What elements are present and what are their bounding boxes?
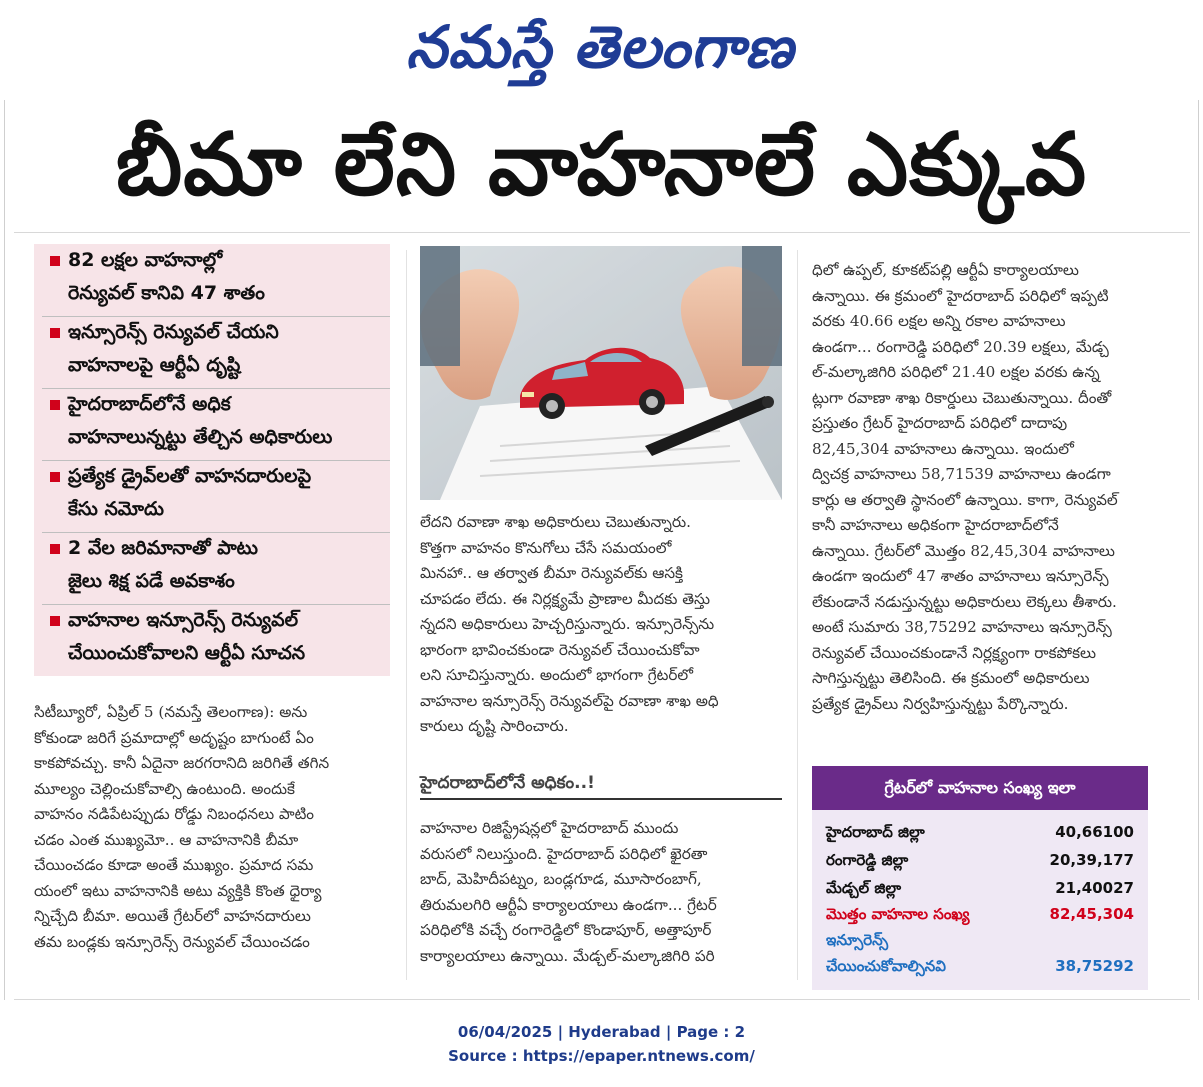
row-value: 82,45,304 bbox=[1049, 905, 1134, 923]
text-line: ఉండగా ఇందులో 47 శాతం వాహనాలు ఇన్సూరెన్స్ bbox=[812, 567, 1109, 585]
text-line: 82,45,304 వాహనాలు ఉన్నాయి. ఇందులో bbox=[812, 439, 1074, 458]
row-label: హైదరాబాద్ జిల్లా bbox=[826, 823, 925, 841]
text-line: యంలో ఇటు వాహనానికి అటు వ్యక్తికి కొంత ధైర్యా bbox=[34, 881, 322, 900]
text-line: ల్-మల్కాజిగిరి పరిధిలో 21.40 లక్షల వరకు ఉన్న bbox=[812, 363, 1100, 381]
highlight-line: జైలు శిక్ష పడే అవకాశం bbox=[68, 570, 235, 592]
subheading: హైదరాబాద్‌లోనే అధికం..! bbox=[420, 768, 782, 800]
text-line: చడం ఎంత ముఖ్యమో.. ఆ వాహనానికి బీమా bbox=[34, 830, 299, 849]
text-line: ఉన్నాయి. గ్రేటర్‌లో మొత్తం 82,45,304 వాహనాలు bbox=[812, 541, 1115, 560]
text-line: లేదని రవాణా శాఖ అధికారులు చెబుతున్నారు. bbox=[420, 513, 691, 531]
highlight-line: రెన్యువల్ కానివి 47 శాతం bbox=[68, 282, 265, 304]
article-photo bbox=[420, 246, 782, 500]
row-label: ఇన్సూరెన్స్ bbox=[826, 931, 889, 949]
text-line: కోకుండా జరిగే ప్రమాదాల్లో అదృష్టం బాగుంటే ఏం bbox=[34, 728, 314, 747]
table-row bbox=[812, 818, 1148, 846]
divider bbox=[14, 999, 1190, 1000]
highlight-item bbox=[42, 244, 390, 317]
text-line: మూల్యం చెల్లించుకోవాల్సి ఉంటుంది. అందుకే bbox=[34, 779, 295, 798]
footer-date-line: 06/04/2025 | Hyderabad | Page : 2 bbox=[457, 1023, 746, 1041]
text-line: అంటే సుమారు 38,75292 వాహనాలు ఇన్సూరెన్స్ bbox=[812, 618, 1112, 636]
newspaper-logo: నమస్తే తెలంగాణ bbox=[406, 13, 794, 81]
highlights-box bbox=[34, 244, 390, 676]
text-line: కానీ వాహనాలు అధికంగా హైదరాబాద్‌లోనే bbox=[812, 516, 1059, 534]
highlight-item bbox=[42, 460, 390, 533]
footer-source-line: Source : https://epaper.ntnews.com/ bbox=[448, 1047, 755, 1065]
text-line: సిటీబ్యూరో, ఏప్రిల్ 5 (నమస్తే తెలంగాణ): అను bbox=[34, 703, 308, 721]
bullet-icon bbox=[50, 616, 60, 626]
text-line: బాద్, మెహిదీపట్నం, బండ్లగూడ, మూసారంబాగ్, bbox=[420, 870, 702, 888]
row-value: 20,39,177 bbox=[1049, 851, 1134, 869]
highlight-line: 82 లక్షల వాహనాల్లో bbox=[68, 249, 223, 271]
text-line: సాగిస్తున్నట్టు తెలిసింది. ఈ క్రమంలో అధికారులు bbox=[812, 669, 1090, 687]
article-column-3 bbox=[812, 258, 1150, 717]
highlight-line: వాహనాలున్నట్టు తేల్చిన అధికారులు bbox=[68, 426, 333, 448]
highlight-text bbox=[68, 604, 390, 670]
text-line: న్నదని అధికారులు హెచ్చరిస్తున్నారు. ఇన్సూరెన్స్‌ను bbox=[420, 615, 715, 633]
column-divider bbox=[406, 250, 407, 980]
bullet-icon bbox=[50, 544, 60, 554]
text-line: కాకపోవచ్చు. కానీ ఏదైనా జరగరానిది జరిగితే తగిన bbox=[34, 754, 330, 772]
text-line: ప్రస్తుతం గ్రేటర్ హైదరాబాద్ పరిధిలో దాదాపు bbox=[812, 414, 1068, 432]
text-line: ప్రత్యేక డ్రైవ్‌లు నిర్వహిస్తున్నట్టు పేర్కొన్నారు. bbox=[812, 694, 1069, 713]
highlight-line: హైదరాబాద్‌లోనే అధిక bbox=[68, 393, 231, 415]
car-insurance-image bbox=[420, 246, 782, 500]
highlight-line: వాహనాలపై ఆర్టీఏ దృష్టి bbox=[68, 354, 241, 376]
row-value: 38,75292 bbox=[1055, 957, 1134, 975]
highlight-line: 2 వేల జరిమానాతో పాటు bbox=[68, 537, 258, 559]
text-line: చేయించడం కూడా అంతే ముఖ్యం. ప్రమాద సమ bbox=[34, 856, 314, 874]
row-value: 40,66100 bbox=[1055, 823, 1134, 841]
table-row bbox=[812, 952, 1148, 980]
divider bbox=[14, 232, 1190, 233]
table-row bbox=[812, 926, 1148, 954]
text-line: వాహనాల ఇన్సూరెన్స్ రెన్యువల్‌పై రవాణా శాఖ అధి bbox=[420, 691, 719, 710]
highlight-item bbox=[42, 604, 390, 676]
text-line: చూపడం లేదు. ఈ నిర్లక్ష్యమే ప్రాణాల మీదకు తెస్తు bbox=[420, 589, 710, 608]
text-line: లని సూచిస్తున్నారు. అందులో భాగంగా గ్రేటర్‌లో bbox=[420, 666, 694, 684]
text-line: వరకు 40.66 లక్షల అన్ని రకాల వాహనాలు bbox=[812, 312, 1066, 330]
table-title: గ్రేటర్‌లో వాహనాల సంఖ్య ఇలా bbox=[812, 766, 1148, 810]
row-label: మేడ్చల్ జిల్లా bbox=[826, 879, 902, 897]
bullet-icon bbox=[50, 400, 60, 410]
highlight-text bbox=[68, 460, 390, 526]
text-line: ఉన్నాయి. ఈ క్రమంలో హైదరాబాద్ పరిధిలో ఇప్పటి bbox=[812, 286, 1109, 305]
article-column-1 bbox=[34, 700, 392, 955]
bullet-icon bbox=[50, 256, 60, 266]
text-line: కారులు దృష్టి సారించారు. bbox=[420, 717, 569, 735]
highlight-item bbox=[42, 388, 390, 461]
text-line: తిరుమలగిరి ఆర్టీఏ కార్యాలయాలు ఉండగా... గ్రేటర్ bbox=[420, 895, 717, 914]
highlight-line: ప్రత్యేక డ్రైవ్‌లతో వాహనదారులపై bbox=[68, 465, 312, 487]
bullet-icon bbox=[50, 328, 60, 338]
article-column-2-continued bbox=[420, 816, 782, 969]
row-label: మొత్తం వాహనాల సంఖ్య bbox=[826, 905, 970, 923]
highlight-text bbox=[68, 532, 390, 598]
text-line: ద్విచక్ర వాహనాలు 58,71539 వాహనాలు ఉండగా bbox=[812, 465, 1111, 483]
highlight-item bbox=[42, 532, 390, 605]
row-label: చేయించుకోవాల్సినవి bbox=[826, 957, 946, 975]
highlight-line: చేయించుకోవాలని ఆర్టీఏ సూచన bbox=[68, 642, 306, 664]
headline: బీమా లేని వాహనాలే ఎక్కువ bbox=[115, 115, 1088, 215]
text-line: కార్యాలయాలు ఉన్నాయి. మేడ్చల్-మల్కాజిగిరి పరి bbox=[420, 946, 715, 965]
highlight-line: ఇన్సూరెన్స్ రెన్యువల్ చేయని bbox=[68, 321, 279, 343]
highlight-text bbox=[68, 388, 390, 454]
table-row bbox=[812, 900, 1148, 928]
masthead bbox=[0, 0, 1203, 95]
row-value: 21,40027 bbox=[1055, 879, 1134, 897]
text-line: భారంగా భావించకుండా రెన్యువల్ చేయించుకోవా bbox=[420, 640, 700, 659]
highlight-text bbox=[68, 244, 390, 310]
text-line: ధిలో ఉప్పల్, కూకట్‌పల్లి ఆర్టీఏ కార్యాలయాలు bbox=[812, 261, 1079, 279]
highlight-item bbox=[42, 316, 390, 389]
text-line: లేకుండానే నడుస్తున్నట్టు అధికారులు లెక్కలు తీశారు. bbox=[812, 592, 1117, 611]
table-row bbox=[812, 874, 1148, 902]
row-label: రంగారెడ్డి జిల్లా bbox=[826, 851, 909, 869]
vehicle-count-table bbox=[812, 766, 1148, 990]
highlight-line: వాహనాల ఇన్సూరెన్స్ రెన్యువల్ bbox=[68, 609, 299, 631]
table-row bbox=[812, 846, 1148, 874]
highlight-text bbox=[68, 316, 390, 382]
text-line: వాహనం నడిపేటప్పుడు రోడ్డు నిబంధనలు పాటిం bbox=[34, 805, 315, 823]
text-line: న్నిచ్చేది బీమా. అయితే గ్రేటర్‌లో వాహనదారులు bbox=[34, 907, 311, 925]
text-line: మినహా.. ఆ తర్వాత బీమా రెన్యువల్‌కు ఆసక్తి bbox=[420, 564, 683, 582]
text-line: వాహనాల రిజిస్ట్రేషన్లలో హైదరాబాద్ ముందు bbox=[420, 819, 679, 837]
text-line: రెన్యువల్ చేయించకుండానే నిర్లక్ష్యంగా రాకపోకలు bbox=[812, 643, 1097, 662]
article-column-2 bbox=[420, 510, 782, 740]
text-line: పరిధిలోకి వచ్చే రంగారెడ్డిలో కొండాపూర్, అత్తాపూర్ bbox=[420, 921, 712, 939]
column-divider bbox=[797, 250, 798, 980]
text-line: ట్లుగా రవాణా శాఖ రికార్డులు చెబుతున్నాయి. దీంతో bbox=[812, 388, 1112, 407]
bullet-icon bbox=[50, 472, 60, 482]
text-line: తమ బండ్లకు ఇన్సూరెన్స్ రెన్యువల్ చేయించడం bbox=[34, 932, 310, 951]
text-line: వరుసలో నిలుస్తుంది. హైదరాబాద్ పరిధిలో ఖైరతా bbox=[420, 844, 708, 863]
text-line: ఉండగా... రంగారెడ్డి పరిధిలో 20.39 లక్షలు, మేడ్చ bbox=[812, 337, 1109, 356]
text-line: కొత్తగా వాహనం కొనుగోలు చేసే సమయంలో bbox=[420, 538, 672, 557]
text-line: కార్లు ఆ తర్వాతి స్థానంలో ఉన్నాయి. కాగా, రెన్యువల్ bbox=[812, 490, 1118, 509]
highlight-line: కేసు నమోదు bbox=[68, 498, 164, 520]
